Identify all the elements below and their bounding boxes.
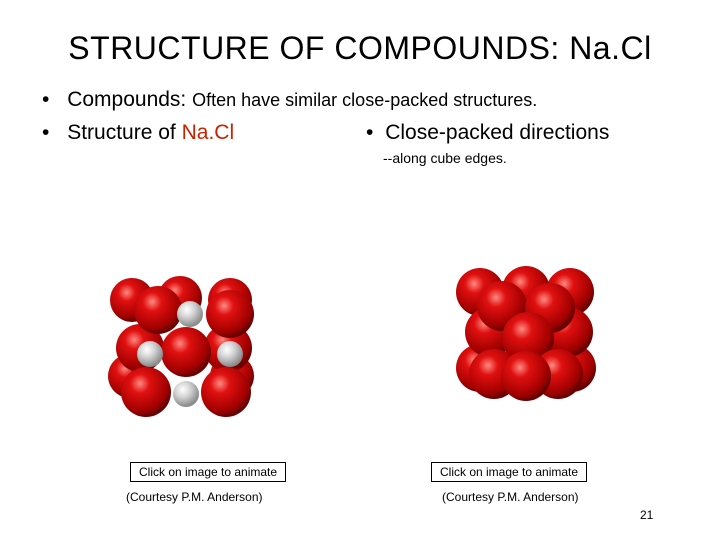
chloride-ion <box>161 327 211 377</box>
chloride-ion <box>206 290 254 338</box>
chloride-ion <box>121 367 171 417</box>
close-packed-subnote: --along cube edges. <box>383 150 507 166</box>
bullet-structure-nacl <box>42 121 234 145</box>
bullet-compounds <box>42 88 537 112</box>
formula-cl: Cl <box>214 121 235 144</box>
chloride-ion <box>134 286 182 334</box>
chloride-ion <box>201 367 251 417</box>
animate-left-button[interactable]: Click on image to animate <box>130 462 286 482</box>
right-courtesy-credit: (Courtesy P.M. Anderson) <box>442 490 579 504</box>
nacl-structure-image[interactable] <box>100 272 260 424</box>
slide-title: STRUCTURE OF COMPOUNDS: Na.Cl <box>68 30 652 66</box>
bullet-close-packed <box>366 121 609 145</box>
page-number: 21 <box>640 508 654 522</box>
chloride-ion <box>501 351 551 401</box>
sodium-ion <box>177 301 203 327</box>
formula-na: Na. <box>181 121 215 144</box>
left-courtesy-credit: (Courtesy P.M. Anderson) <box>126 490 263 504</box>
bullet-compounds-lead: Compounds: <box>67 88 187 111</box>
bullet-marker: • <box>42 88 50 111</box>
sodium-ion <box>137 341 163 367</box>
bullet-marker: • <box>366 121 374 144</box>
bullet-marker: • <box>42 121 50 144</box>
sodium-ion <box>173 381 199 407</box>
bullet-structure-lead: Structure of <box>67 121 176 144</box>
bullet-close-packed-text: Close-packed directions <box>385 121 610 144</box>
animate-right-button[interactable]: Click on image to animate <box>431 462 587 482</box>
sodium-ion <box>217 341 243 367</box>
close-packed-structure-image[interactable] <box>450 262 600 402</box>
bullet-compounds-text: Often have similar close-packed structures. <box>192 90 538 110</box>
